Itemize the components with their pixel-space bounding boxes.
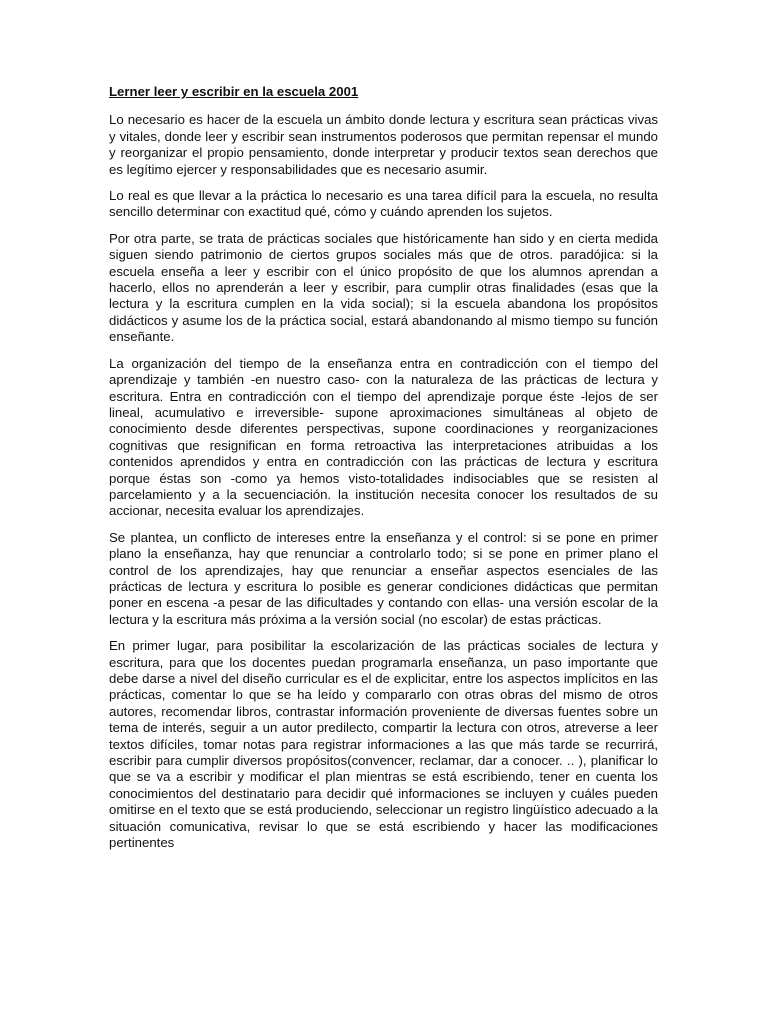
- paragraph: La organización del tiempo de la enseñanza entra en contradicción con el tiempo del aprendizaje y también -en nuestro caso- con la naturaleza de las prácticas de lectura y escritura. Entra en contradicción con el tiempo del aprendizaje porque éste -lejos de ser lineal, acumulativo e irreversible- supone aproximaciones simultáneas al objeto de conocimiento desde diferentes perspectivas, supone coordinaciones y reorganizaciones cognitivas que resignifican en forma retroactiva las interpretaciones atribuidas a los contenidos aprendidos y entra en contradicción con las prácticas de lectura y escritura porque éstas son -como ya hemos visto-totalidades indisociables que se resisten al parcelamiento y a la secuenciación. la institución necesita conocer los resultados de su accionar, necesita evaluar los aprendizajes.: [109, 355, 658, 519]
- paragraph: Lo necesario es hacer de la escuela un ámbito donde lectura y escritura sean prácticas vivas y vitales, donde leer y escribir sean instrumentos poderosos que permitan repensar el mundo y reorganizar el propio pensamiento, donde interpretar y producir textos sean derechos que es legítimo ejercer y responsabilidades que es necesario asumir.: [109, 112, 658, 177]
- document-title: Lerner leer y escribir en la escuela 2001: [109, 84, 359, 99]
- paragraph: Se plantea, un conflicto de intereses entre la enseñanza y el control: si se pone en primer plano la enseñanza, hay que renunciar a controlarlo todo; si se pone en primer plano el control de los aprendizajes, hay que renunciar a enseñar aspectos esenciales de las prácticas de lectura y escritura lo posible es generar condiciones didácticas que permitan poner en escena -a pesar de las dificultades y contando con ellas- una versión escolar de la lectura y la escritura más próxima a la versión social (no escolar) de estas prácticas.: [109, 529, 658, 627]
- document-page: [109, 84, 658, 861]
- paragraph: Por otra parte, se trata de prácticas sociales que históricamente han sido y en cierta medida siguen siendo patrimonio de ciertos grupos sociales más que de otros. paradójica: si la escuela enseña a leer y escribir con el único propósito de que los alumnos aprendan a hacerlo, ellos no aprenderán a leer y escribir, para cumplir otras finalidades (esas que la lectura y la escritura cumplen en la vida social); si la escuela abandona los propósitos didácticos y asume los de la práctica social, estará abandonando al mismo tiempo su función enseñante.: [109, 230, 658, 345]
- paragraph: Lo real es que llevar a la práctica lo necesario es una tarea difícil para la escuela, no resulta sencillo determinar con exactitud qué, cómo y cuándo aprenden los sujetos.: [109, 188, 658, 220]
- paragraph: En primer lugar, para posibilitar la escolarización de las prácticas sociales de lectura y escritura, para que los docentes puedan programarla enseñanza, un paso importante que debe darse a nivel del diseño curricular es el de explicitar, entre los aspectos implícitos en las prácticas, comentar lo que se ha leído y compararlo con otras obras del mismo de otros autores, recomendar libros, contrastar información proveniente de diversas fuentes sobre un tema de interés, seguir a un autor predilecto, compartir la lectura con otros, atreverse a leer textos difíciles, tomar notas para registrar informaciones a las que más tarde se recurrirá, escribir para cumplir diversos propósitos(convencer, reclamar, dar a conocer. .. ), planificar lo que se va a escribir y modificar el plan mientras se está escribiendo, tener en cuenta los conocimientos del destinatario para decidir qué informaciones se incluyen y cuáles pueden omitirse en el texto que se está produciendo, seleccionar un registro lingüístico adecuado a la situación comunicativa, revisar lo que se está escribiendo y hacer las modificaciones pertinentes: [109, 638, 658, 851]
